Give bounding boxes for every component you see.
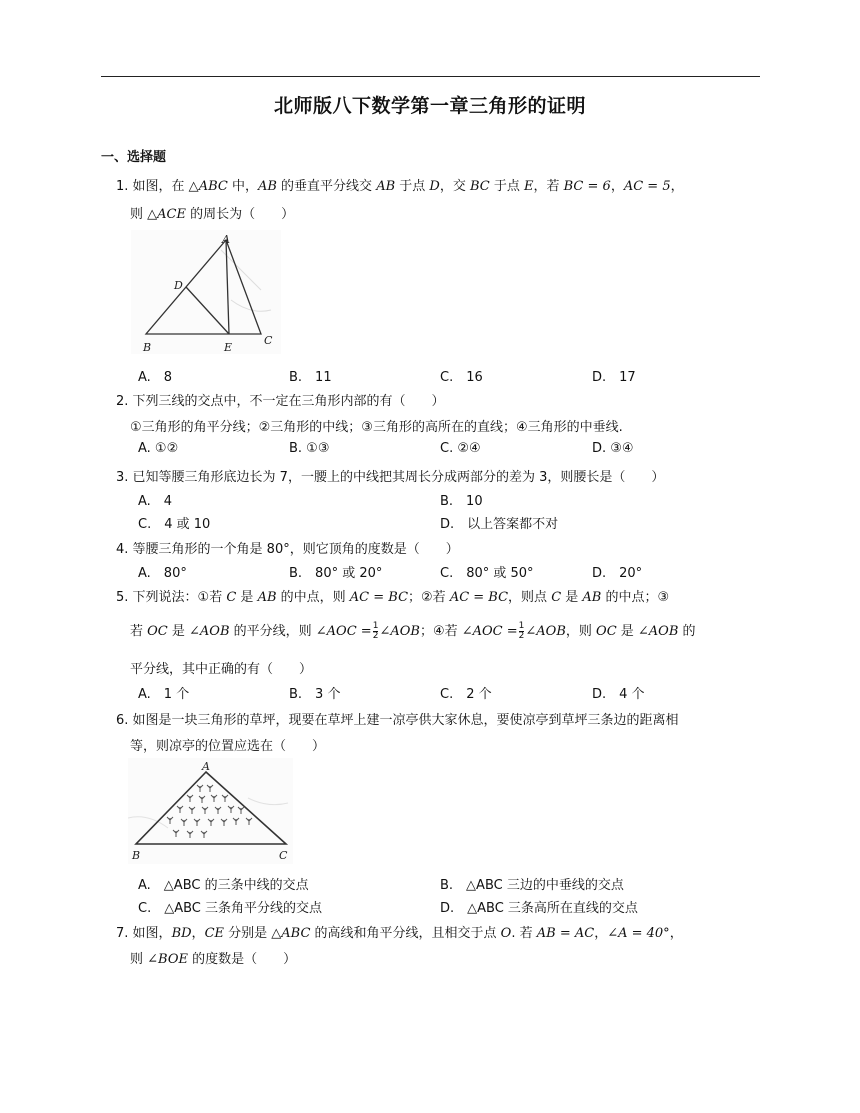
q6-option-c[interactable]: C. △ABC 三条角平分线的交点 <box>138 901 322 916</box>
question-number: 1. <box>116 179 129 194</box>
question-number: 5. <box>116 590 129 605</box>
question-number: 6. <box>116 713 129 728</box>
question-2-line-1: 2. 下列三线的交点中，不一定在三角形内部的有（ ） <box>116 394 445 409</box>
q2-option-a[interactable]: A. ①② <box>138 441 179 456</box>
q3-option-b[interactable]: B. 10 <box>440 494 483 509</box>
label-b: B <box>132 849 141 862</box>
page-title: 北师版八下数学第一章三角形的证明 <box>273 95 586 117</box>
label-d: D <box>174 279 183 292</box>
q4-option-d[interactable]: D. 20° <box>592 566 643 581</box>
q6-option-d[interactable]: D. △ABC 三条高所在直线的交点 <box>440 901 638 916</box>
question-number: 3. <box>116 470 129 485</box>
question-5-line-2: 若 OC 是 ∠AOB 的平分线，则 ∠AOC = $\frac{1}{2}$ ∠AOB；④若 ∠AOC = $\frac{1}{2}$ ∠AOB，则 OC 是 ∠AOB 的 <box>130 621 696 641</box>
q3-option-a[interactable]: A. 4 <box>138 494 173 509</box>
q4-option-a[interactable]: A. 80° <box>138 566 187 581</box>
q4-option-b[interactable]: B. 80° 或 20° <box>289 566 383 581</box>
question-6-line-2: 等，则凉亭的位置应选在（ ） <box>130 739 326 754</box>
q5-option-d[interactable]: D. 4 个 <box>592 687 645 702</box>
question-2-line-2: ①三角形的角平分线；②三角形的中线；③三角形的高所在的直线；④三角形的中垂线. <box>130 420 623 435</box>
fraction-one-half: $\frac{1}{2}$ <box>372 621 379 641</box>
q3-option-d[interactable]: D. 以上答案都不对 <box>440 517 559 532</box>
header-rule <box>101 76 760 77</box>
label-c: C <box>264 334 273 347</box>
q5-option-c[interactable]: C. 2 个 <box>440 687 492 702</box>
question-1-line-1: 1. 如图，在 △ABC 中，AB 的垂直平分线交 AB 于点 D，交 BC 于点 E，若 BC = 6，AC = 5， <box>116 179 684 194</box>
q2-option-b[interactable]: B. ①③ <box>289 441 330 456</box>
q5-option-b[interactable]: B. 3 个 <box>289 687 341 702</box>
triangle-figure-q1 <box>131 230 281 354</box>
q2-option-d[interactable]: D. ③④ <box>592 441 634 456</box>
q6-option-b[interactable]: B. △ABC 三边的中垂线的交点 <box>440 878 624 893</box>
q3-option-c[interactable]: C. 4 或 10 <box>138 517 211 532</box>
question-3-line-1: 3. 已知等腰三角形底边长为 7，一腰上的中线把其周长分成两部分的差为 3，则腰长是（ ） <box>116 470 665 485</box>
q1-option-d[interactable]: D. 17 <box>592 370 636 385</box>
question-number: 7. <box>116 926 129 941</box>
question-number: 4. <box>116 542 129 557</box>
q1-option-c[interactable]: C. 16 <box>440 370 483 385</box>
q1-option-b[interactable]: B. 11 <box>289 370 332 385</box>
label-c: C <box>279 849 288 862</box>
q1-option-a[interactable]: A. 8 <box>138 370 173 385</box>
question-4-line-1: 4. 等腰三角形的一个角是 80°，则它顶角的度数是（ ） <box>116 542 459 557</box>
fraction-one-half: $\frac{1}{2}$ <box>518 621 525 641</box>
q6-option-a[interactable]: A. △ABC 的三条中线的交点 <box>138 878 309 893</box>
question-5-line-1: 5. 下列说法：①若 C 是 AB 的中点，则 AC = BC；②若 AC = BC，则点 C 是 AB 的中点；③ <box>116 590 670 605</box>
lawn-triangle-figure-q6 <box>128 758 293 864</box>
label-b: B <box>143 341 152 354</box>
section-heading: 一、选择题 <box>101 150 167 165</box>
question-5-line-3: 平分线，其中正确的有（ ） <box>130 662 313 677</box>
q5-option-a[interactable]: A. 1 个 <box>138 687 190 702</box>
question-7-line-2: 则 ∠BOE 的度数是（ ） <box>130 952 297 967</box>
q4-option-c[interactable]: C. 80° 或 50° <box>440 566 534 581</box>
question-1-line-2: 则 △ACE 的周长为（ ） <box>130 207 295 222</box>
q2-option-c[interactable]: C. ②④ <box>440 441 481 456</box>
label-a: A <box>202 760 210 773</box>
question-7-line-1: 7. 如图，BD，CE 分别是 △ABC 的高线和角平分线，且相交于点 O. 若 AB = AC，∠A = 40°， <box>116 926 683 941</box>
question-6-line-1: 6. 如图是一块三角形的草坪，现要在草坪上建一凉亭供大家休息，要使凉亭到草坪三条边的距离相 <box>116 713 679 728</box>
label-e: E <box>224 341 233 354</box>
question-number: 2. <box>116 394 129 409</box>
label-a: A <box>222 233 230 246</box>
